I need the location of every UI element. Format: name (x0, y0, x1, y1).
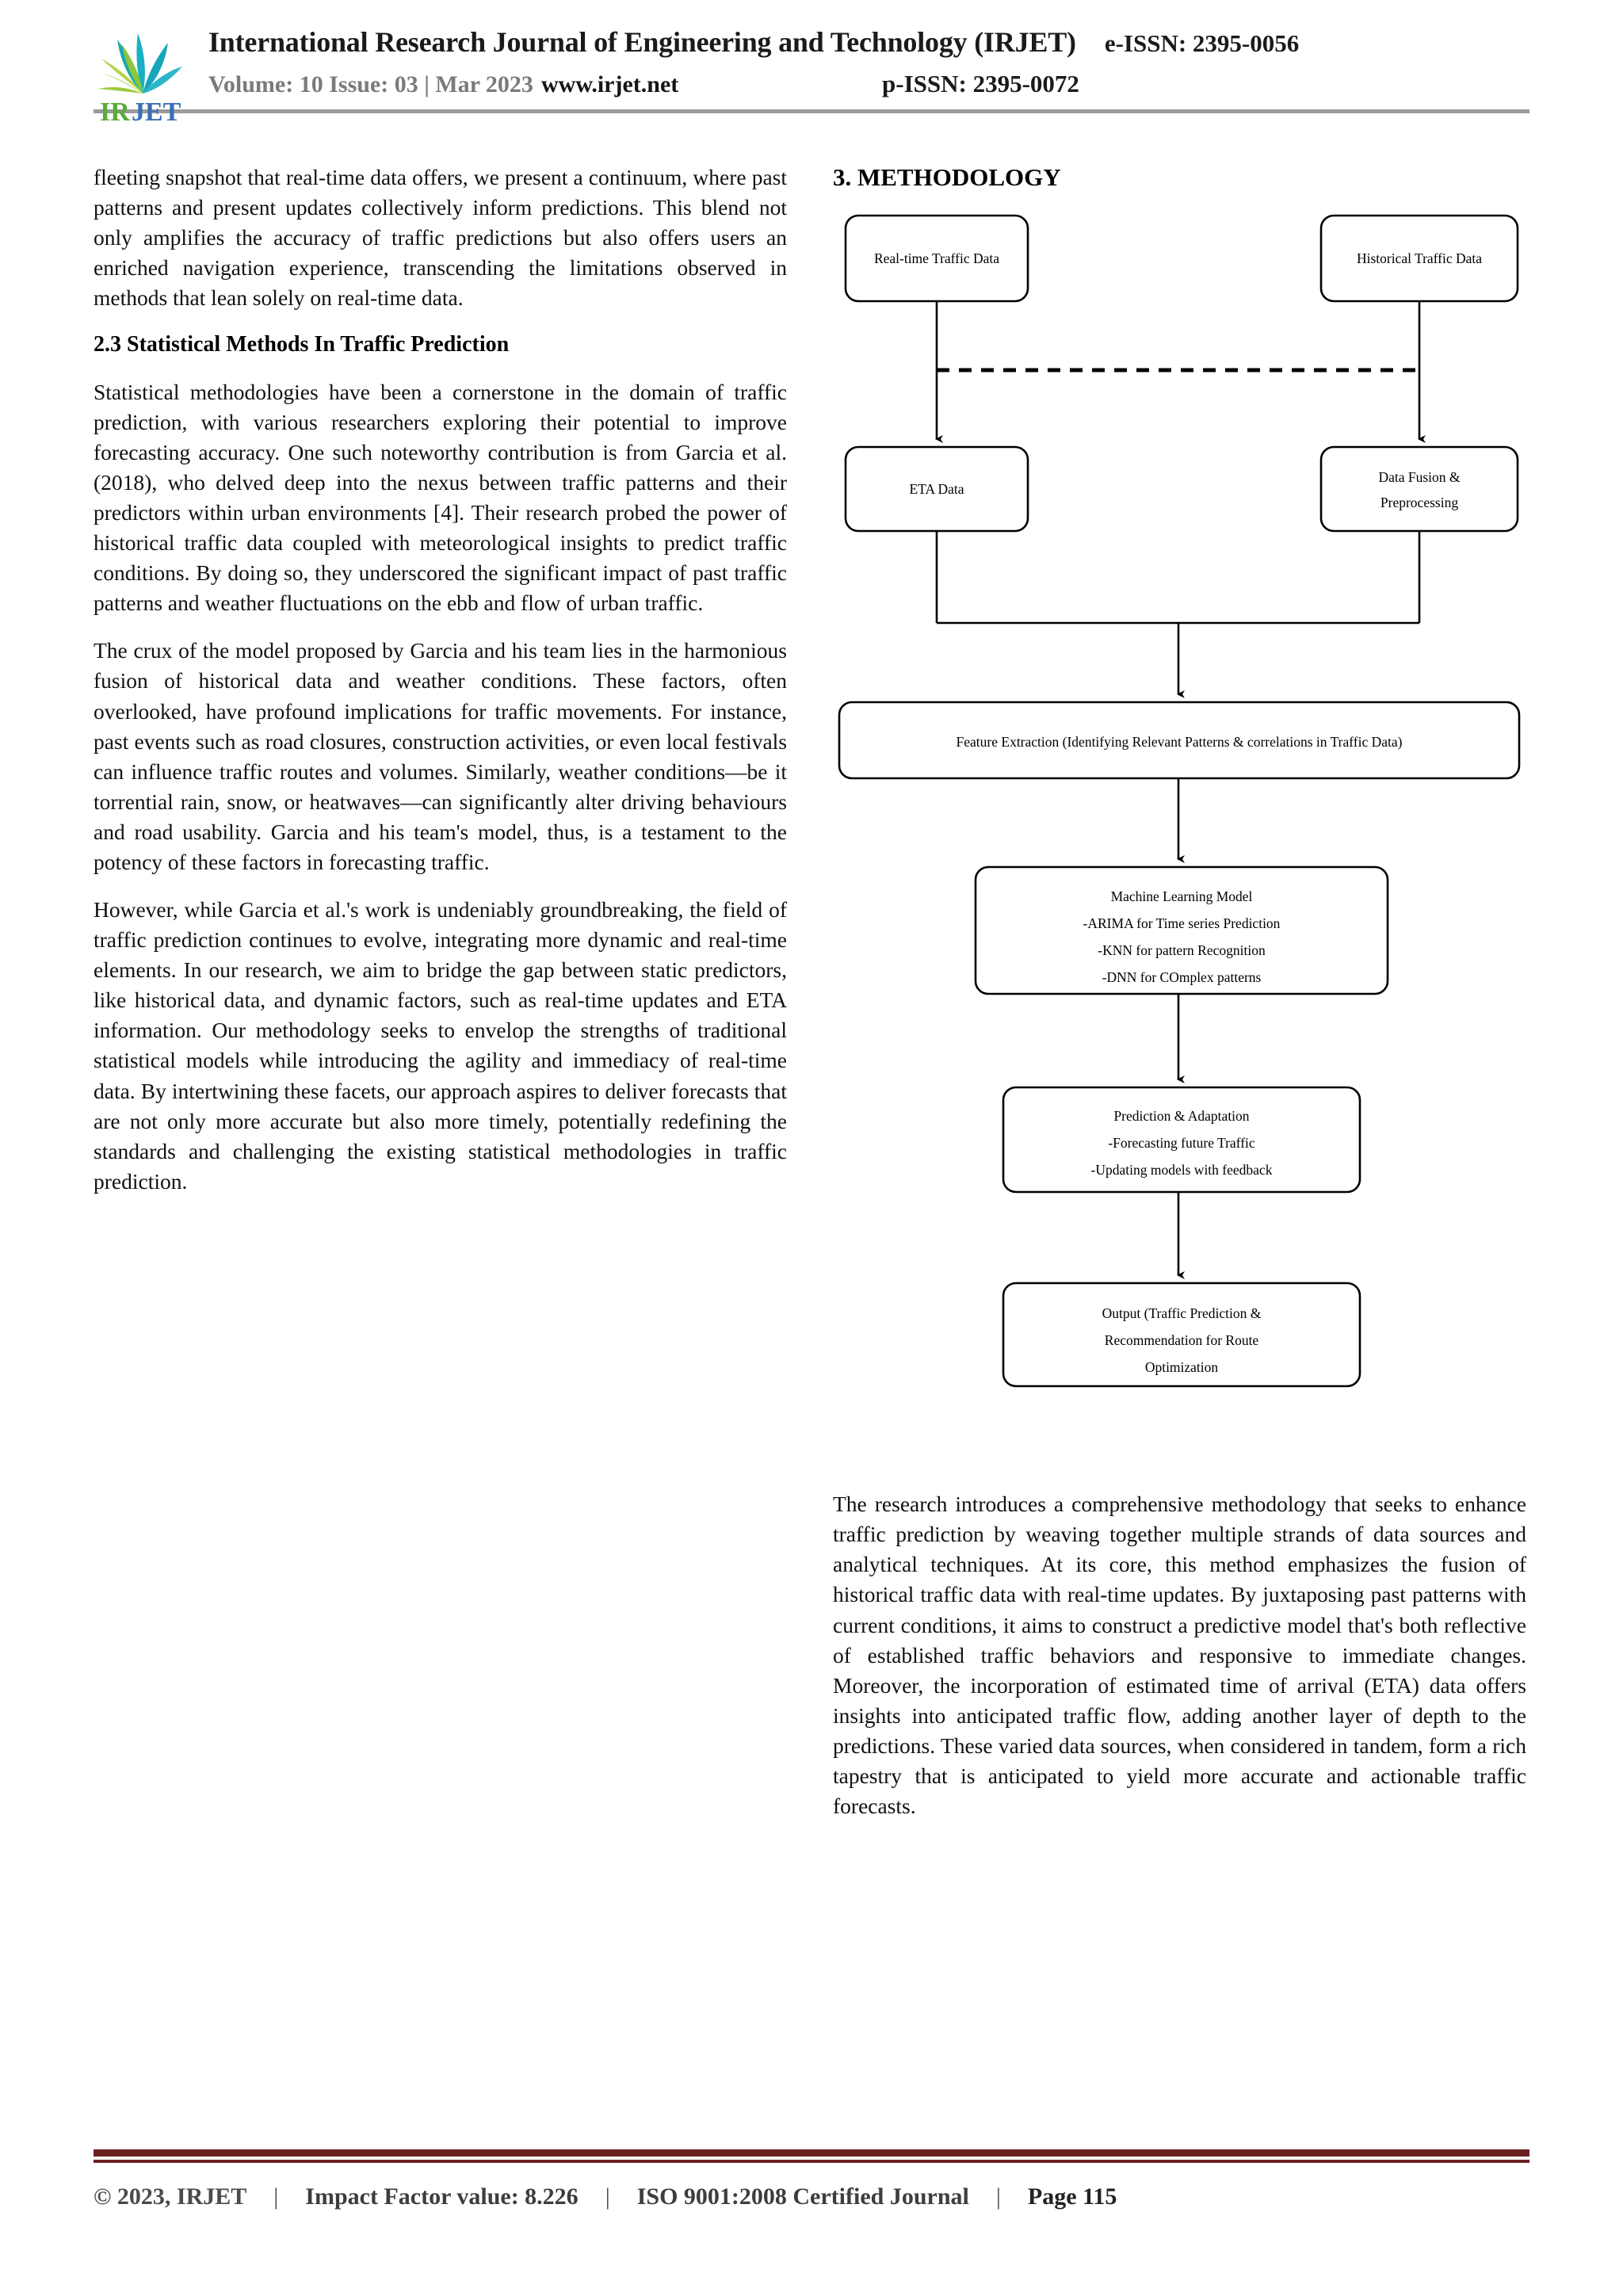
footer-divider-bottom (94, 2160, 1529, 2163)
e-issn: e-ISSN: 2395-0056 (1104, 29, 1300, 57)
flow-label-ml-knn: -KNN for pattern Recognition (1098, 942, 1266, 959)
flow-label-real-time-traffic-data: Real-time Traffic Data (873, 250, 1000, 267)
section-heading-methodology: 3. METHODOLOGY (833, 163, 1061, 191)
flow-label-prediction-forecasting: -Forecasting future Traffic (1108, 1135, 1255, 1152)
logo-text-jet: JET (132, 97, 181, 127)
header-divider (94, 109, 1529, 113)
methodology-flowchart-diagram (833, 209, 1526, 1489)
irjet-logo-icon (94, 17, 193, 128)
footer-separator-1: | (273, 2183, 279, 2210)
flow-label-prediction-title: Prediction & Adaptation (1113, 1108, 1250, 1125)
volume-issue: Volume: 10 Issue: 03 | Mar 2023 (208, 71, 533, 97)
journal-website[interactable]: www.irjet.net (541, 71, 679, 97)
paragraph-statistical-methodologies: Statistical methodologies have been a cornerstone in the domain of traffic prediction, with various researchers exploring their potential to improve forecasting accuracy. One such noteworthy contribution is from Garcia et al. (2018), who delved deep into the nexus between traffic patterns and their predictors within urban environments [4]. Their research probed the power of historical traffic data coupled with meteorological insights to predict traffic conditions. By doing so, they underscored the significant impact of past traffic patterns and weather fluctuations on the ebb and flow of urban traffic. (94, 379, 787, 616)
flow-label-ml-dnn: -DNN for COmplex patterns (1102, 969, 1262, 986)
footer-page-number: Page 115 (1027, 2183, 1117, 2210)
footer-divider-top (94, 2149, 1529, 2157)
footer-separator-2: | (605, 2183, 610, 2210)
footer-separator-3: | (995, 2183, 1001, 2210)
flow-label-data-fusion-line-2: Preprocessing (1380, 495, 1459, 511)
page-footer (94, 2149, 1529, 2210)
flow-label-prediction-updating: -Updating models with feedback (1090, 1162, 1273, 1179)
paragraph-crux-of-model: The crux of the model proposed by Garcia and his team lies in the harmonious fusion of historical data and weather conditions. These factors, often overlooked, have profound implications for traffic movements. For instance, past events such as road closures, construction activities, or even local festivals can influence traffic routes and volumes. Similarly, weather conditions—be it torrential rain, snow, or heatwaves—can significantly alter driving behaviours and road usability. Garcia and his team's model, thus, is a testament to the potency of these factors in forecasting traffic. (94, 638, 787, 874)
flow-label-output-line-1: Output (Traffic Prediction & (1102, 1305, 1262, 1322)
paragraph-continuum: fleeting snapshot that real-time data offers, we present a continuum, where past patterns and present updates collectively inform predictions. This blend not only amplifies the accuracy of traffic predictions but also offers users an enriched navigation experience, transcending the limitations observed in methods that lean solely on real-time data. (94, 165, 787, 311)
flow-label-output-line-2: Recommendation for Route (1104, 1332, 1259, 1349)
footer-text-line (94, 2183, 1529, 2210)
flow-label-data-fusion-line-1: Data Fusion & (1378, 469, 1461, 486)
footer-copyright: © 2023, IRJET (94, 2183, 247, 2210)
masthead-text-block (208, 14, 1529, 98)
flow-label-eta-data: ETA Data (909, 481, 964, 498)
flow-label-output-line-3: Optimization (1144, 1359, 1219, 1376)
page-header (94, 0, 1529, 139)
logo-text-ir: IR (100, 97, 130, 127)
footer-certification: ISO 9001:2008 Certified Journal (636, 2183, 969, 2210)
content-columns (94, 162, 1529, 1821)
flow-node-data-fusion-preprocessing (1321, 447, 1518, 531)
heading-statistical-methods: 2.3 Statistical Methods In Traffic Prediction (94, 332, 510, 357)
left-column (94, 162, 787, 1821)
right-column (833, 162, 1526, 1821)
paragraph-however-garcia: However, while Garcia et al.'s work is undeniably groundbreaking, the field of traffic prediction continues to evolve, integrating more dynamic and real-time elements. In our research, we aim to bridge the gap between static predictors, like historical data, and dynamic factors, such as real-time updates and ETA information. Our methodology seeks to envelop the strengths of traditional statistical models while introducing the agility and immediacy of real-time data. By intertwining these facets, our approach aspires to deliver forecasts that are not only more accurate but also more timely, potentially redefining the standards and challenging the existing statistical methodologies in traffic prediction. (94, 897, 787, 1194)
flow-label-feature-extraction: Feature Extraction (Identifying Relevant Patterns & correlations in Traffic Data) (956, 734, 1403, 751)
flow-label-ml-arima: -ARIMA for Time series Prediction (1083, 915, 1281, 932)
flow-label-historical-traffic-data: Historical Traffic Data (1356, 250, 1483, 267)
journal-title: International Research Journal of Engineering and Technology (IRJET) (208, 26, 1076, 58)
irjet-logo (94, 17, 193, 128)
footer-impact-factor: Impact Factor value: 8.226 (305, 2183, 579, 2210)
flow-label-ml-title: Machine Learning Model (1110, 888, 1253, 905)
p-issn: p-ISSN: 2395-0072 (882, 70, 1079, 97)
paragraph-research-introduces: The research introduces a comprehensive methodology that seeks to enhance traffic prediction by weaving together multiple strands of data sources and analytical techniques. At its core, this method emphasizes the fusion of historical traffic data with real-time updates. By juxtaposing past patterns with current conditions, it aims to construct a predictive model that's both reflective of established traffic behaviors and responsive to immediate changes. Moreover, the incorporation of estimated time of arrival (ETA) data offers insights into anticipated traffic flow, adding another layer of depth to the predictions. These varied data sources, when considered in tandem, form a rich tapestry that is anticipated to yield more accurate and actionable traffic forecasts. (833, 1492, 1526, 1818)
